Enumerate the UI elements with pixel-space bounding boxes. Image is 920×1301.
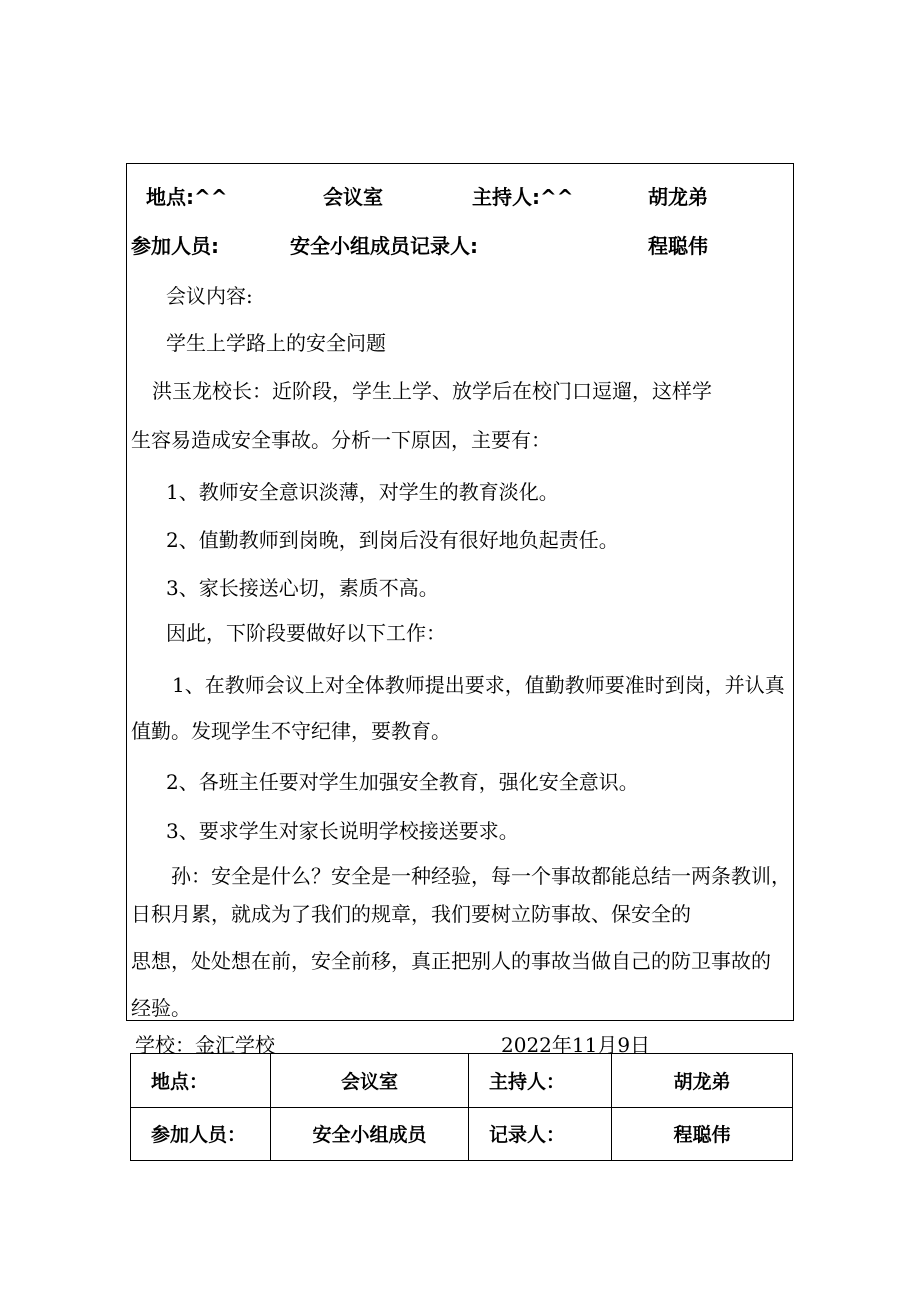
attendees-value: 安全小组成员 [271,1107,469,1161]
content-line: 1、教师安全意识淡薄，对学生的教育淡化。 [166,480,559,504]
recorder-value: 程聪伟 [648,234,708,258]
content-line: 因此，下阶段要做好以下工作： [166,621,446,645]
content-line: 3、要求学生对家长说明学校接送要求。 [166,819,519,843]
attendees-label: 参加人员: [131,234,219,258]
recorder-value: 程聪伟 [612,1107,793,1161]
host-value: 胡龙弟 [612,1054,793,1108]
content-line: 2、各班主任要对学生加强安全教育，强化安全意识。 [166,770,639,794]
content-line: 1、在教师会议上对全体教师提出要求，值勤教师要准时到岗，并认真 [172,673,785,697]
content-line: 孙：安全是什么？安全是一种经验，每一个事故都能总结一两条教训， [171,864,791,888]
content-line: 思想，处处想在前，安全前移，真正把别人的事故当做自己的防卫事故的 [131,949,771,973]
content-topic: 学生上学路上的安全问题 [166,331,386,355]
table-row [131,1107,793,1161]
content-line: 生容易造成安全事故。分析一下原因，主要有： [131,428,551,452]
content-line: 3、家长接送心切，素质不高。 [166,576,439,600]
recorder-label: 记录人： [469,1107,612,1161]
meeting-info-table [130,1053,793,1161]
location-label: 地点:^^ [146,185,228,209]
attendees-value: 安全小组成员记录人: [290,234,478,258]
attendees-label: 参加人员： [131,1107,271,1161]
content-line: 2、值勤教师到岗晚，到岗后没有很好地负起责任。 [166,528,619,552]
content-line: 洪玉龙校长：近阶段，学生上学、放学后在校门口逗遛，这样学 [152,379,712,403]
school-name: 学校：金汇学校 [135,1033,275,1057]
content-heading: 会议内容: [166,284,253,308]
host-label: 主持人： [469,1054,612,1108]
host-label: 主持人:^^ [472,185,574,209]
content-line: 经验。 [131,996,191,1020]
location-value: 会议室 [323,185,383,209]
location-value: 会议室 [271,1054,469,1108]
location-label: 地点： [131,1054,271,1108]
meeting-date: 2022年11月9日 [501,1033,651,1057]
table-row [131,1054,793,1108]
content-line: 值勤。发现学生不守纪律，要教育。 [131,719,451,743]
host-value: 胡龙弟 [648,185,708,209]
content-line: 日积月累，就成为了我们的规章，我们要树立防事故、保安全的 [131,902,691,926]
